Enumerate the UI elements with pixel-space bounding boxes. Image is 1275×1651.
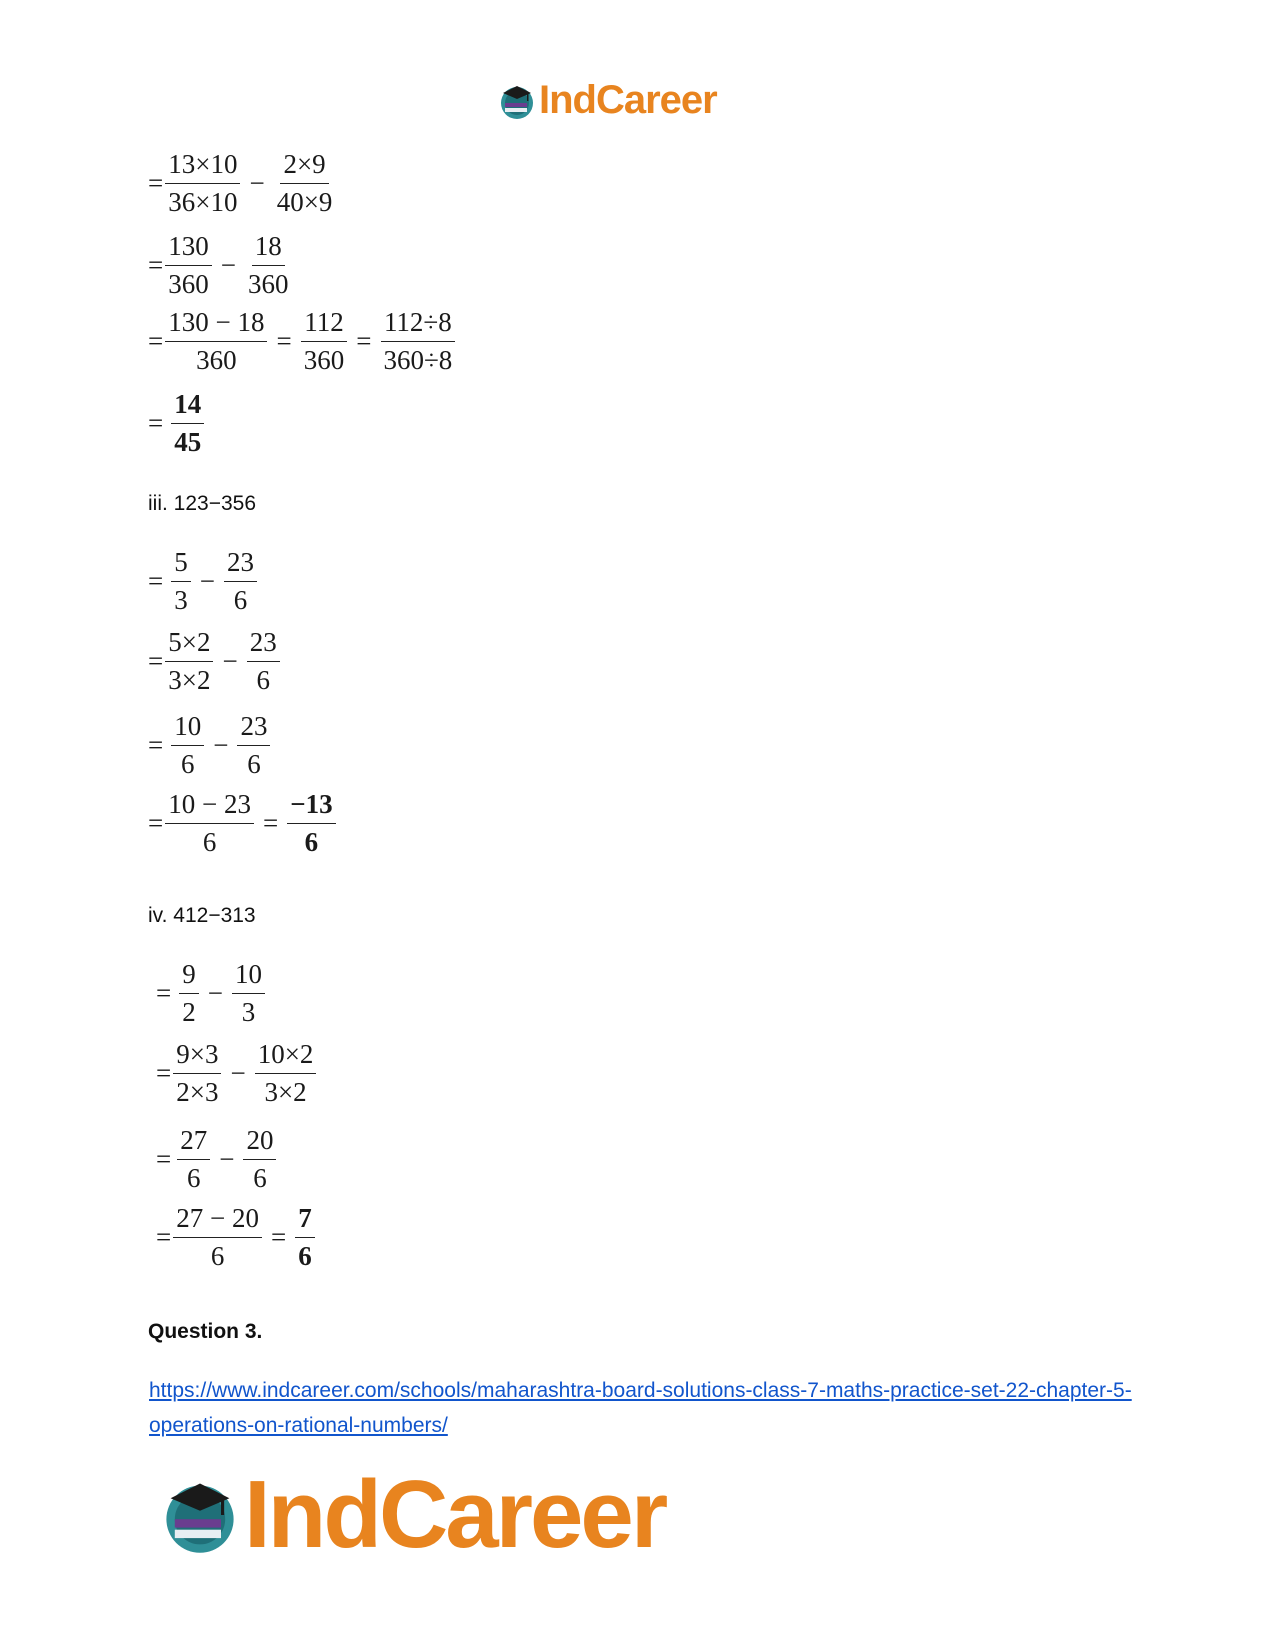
source-link[interactable]: https://www.indcareer.com/schools/maharashtra-board-solutions-class-7-maths-practice-set-22-chapter-5-operations-on-rational-numbers/ [149,1379,1132,1437]
fraction: $\frac{2\times 9}{40\times 9}$ [276,149,333,217]
fraction: $\frac{5\times 2}{3\times 2}$ [165,628,213,695]
equals-sign: = [156,1144,172,1175]
equation-line [148,712,272,779]
equation-result [148,390,206,457]
graduation-globe-icon [158,1473,242,1557]
fraction: $\frac{10 - 23}{6}$ [165,790,254,857]
fraction: $\frac{27 - 20}{6}$ [173,1204,262,1271]
minus-sign: − [213,730,229,761]
result-fraction: $\frac{-13}{6}$ [287,790,335,857]
equals-sign: = [148,408,164,439]
equation-result [156,1204,317,1271]
minus-sign: − [220,250,236,281]
fraction: $\frac{10}{6}$ [171,712,204,779]
equals-sign: = [262,808,279,839]
equals-sign: = [148,326,164,357]
fraction: $\frac{130 - 18}{360}$ [165,308,267,375]
fraction: $\frac{9}{2}$ [179,960,199,1027]
part-iv-label: iv. 412−313 [148,904,256,927]
equation-line [148,150,337,217]
indcareer-logo-top [497,78,717,123]
equation-line [148,548,259,615]
equals-sign: = [148,168,164,199]
result-fraction: $\frac{14}{45}$ [171,390,204,457]
equation-line [148,308,457,375]
fraction: $\frac{23}{6}$ [224,548,257,615]
fraction: $\frac{23}{6}$ [247,628,280,695]
fraction: $\frac{112}{360}$ [301,308,348,375]
fraction: $\frac{112\div 8}{360\div 8}$ [380,308,455,375]
minus-sign: − [207,978,223,1009]
result-fraction: $\frac{7}{6}$ [295,1204,315,1271]
question-3-heading: Question 3. [148,1320,263,1343]
logo-wordmark: IndCareer [539,78,717,122]
fraction: $\frac{10}{3}$ [232,960,265,1027]
equation-line [148,628,282,695]
equals-sign: = [148,730,164,761]
equals-sign: = [156,1058,172,1089]
equation-line [148,232,293,299]
equation-result [148,790,338,857]
equation-line [156,1040,318,1107]
equals-sign: = [156,978,172,1009]
indcareer-logo-bottom [158,1460,665,1570]
fraction: $\frac{20}{6}$ [243,1126,276,1193]
fraction: $\frac{9\times 3}{2\times 3}$ [173,1040,221,1107]
equals-sign: = [148,250,164,281]
equation-line [156,1126,278,1193]
minus-sign: − [230,1058,246,1089]
fraction: $\frac{10\times 2}{3\times 2}$ [255,1040,317,1107]
minus-sign: − [222,646,238,677]
equals-sign: = [148,566,164,597]
minus-sign: − [249,168,265,199]
fraction: $\frac{5}{3}$ [171,548,191,615]
logo-wordmark: IndCareer [244,1461,666,1568]
fraction: $\frac{130}{360}$ [165,232,212,299]
fraction: $\frac{23}{6}$ [237,712,270,779]
equals-sign: = [356,326,372,357]
fraction: $\frac{13\times 10}{36\times 10}$ [165,150,240,217]
equals-sign: = [156,1222,172,1253]
minus-sign: − [199,566,215,597]
graduation-globe-icon [497,81,537,121]
minus-sign: − [219,1144,235,1175]
equals-sign: = [148,646,164,677]
part-iii-label: iii. 123−356 [148,492,257,515]
fraction: $\frac{27}{6}$ [177,1126,210,1193]
equals-sign: = [276,326,292,357]
fraction: $\frac{18}{360}$ [247,231,289,299]
equals-sign: = [270,1222,287,1253]
equals-sign: = [148,808,164,839]
equation-line [156,960,267,1027]
